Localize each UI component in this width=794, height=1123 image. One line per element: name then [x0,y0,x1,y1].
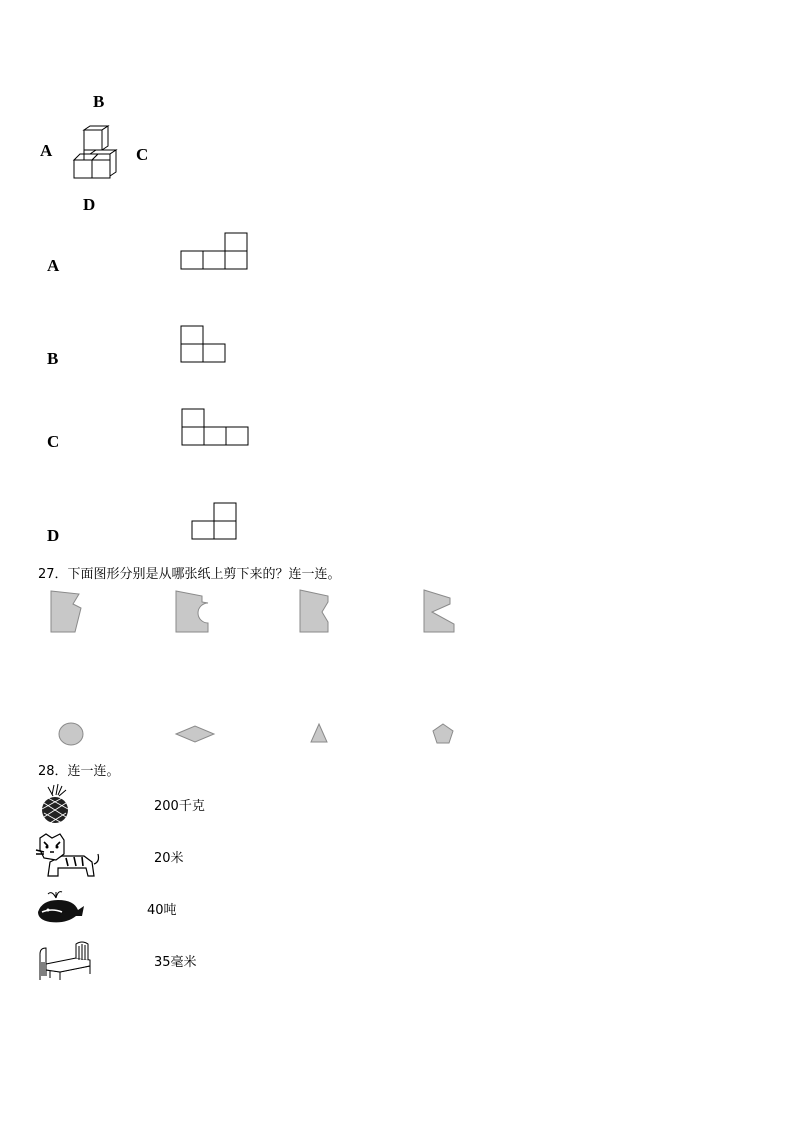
cut-paper-2[interactable] [172,588,212,636]
value-20m[interactable]: 20米 [154,851,184,866]
question-27-title: 27．下面图形分别是从哪张纸上剪下来的？连一连。 [38,567,341,582]
cut-paper-3[interactable] [296,588,336,636]
bed-icon[interactable] [36,936,94,982]
question-28-title: 28．连一连。 [38,764,120,779]
whale-icon[interactable] [36,888,86,928]
view-label-right: C [136,145,149,164]
value-35mm[interactable]: 35毫米 [154,955,197,970]
option-d-label: D [47,526,60,545]
triangle-shape[interactable] [308,722,330,746]
cut-paper-4[interactable] [420,588,460,636]
rhombus-shape[interactable] [175,724,217,744]
option-a-figure [180,232,250,272]
view-label-bottom: D [83,195,96,214]
cut-paper-1[interactable] [47,588,87,636]
option-c-label: C [47,432,60,451]
option-c-figure [181,408,253,448]
view-label-left: A [40,141,53,160]
option-a-label: A [47,256,60,275]
circle-shape[interactable] [58,722,86,748]
view-label-top: B [93,92,105,111]
cube-stack-figure [70,124,122,180]
pineapple-icon[interactable] [38,783,72,825]
value-40t[interactable]: 40吨 [147,903,177,918]
value-200kg[interactable]: 200千克 [154,799,205,814]
pentagon-shape[interactable] [430,722,456,746]
option-d-figure [191,502,241,542]
tiger-icon[interactable] [36,832,102,880]
option-b-figure [180,325,230,365]
option-b-label: B [47,349,59,368]
